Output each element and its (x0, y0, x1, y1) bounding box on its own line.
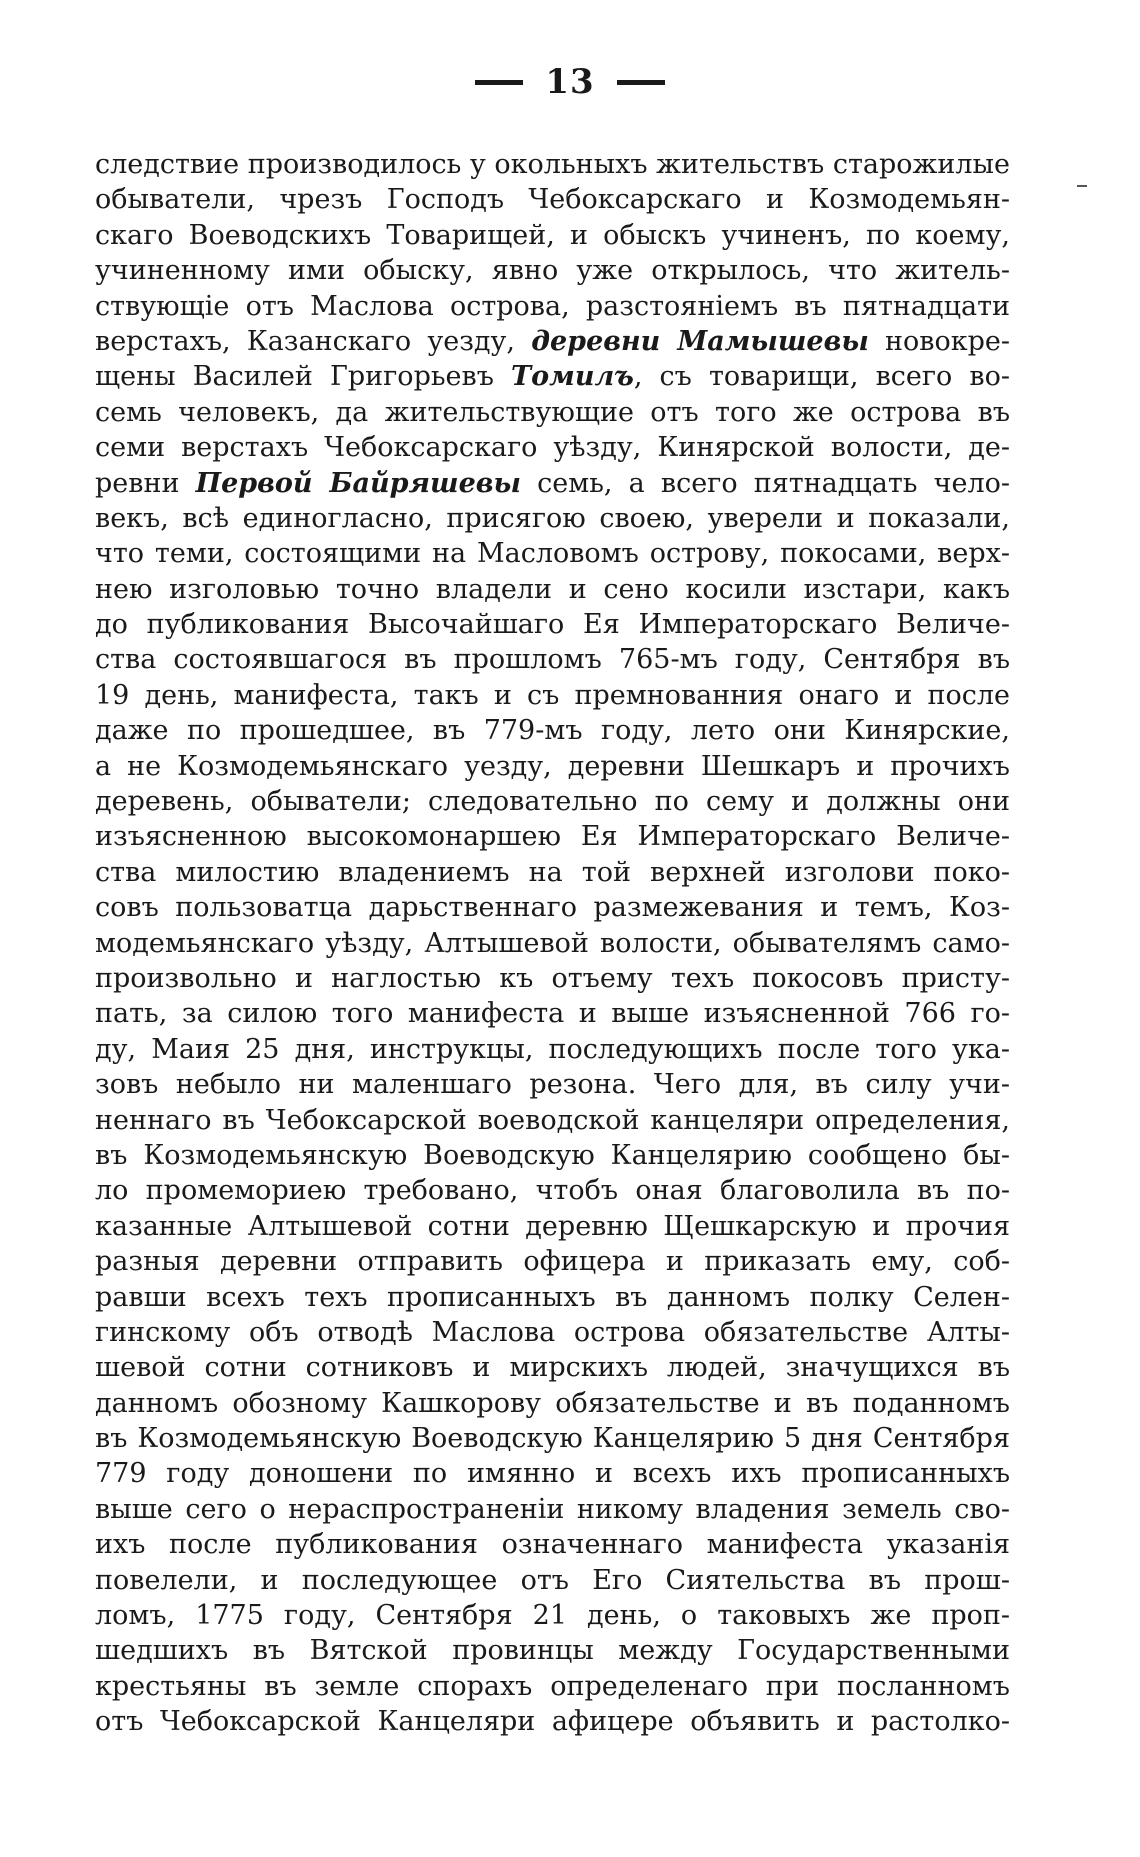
text-line (95, 1421, 1010, 1456)
text-run: семь человекъ, да жительствующие отъ того же острова въ (95, 396, 1010, 428)
text-run: ства состоявшагося въ прошломъ 765-мъ году, Сентября въ (95, 644, 1010, 676)
text-run: выше сего о нераспространеніи никому владения земель сво- (95, 1493, 1010, 1525)
text-line (95, 1456, 1010, 1491)
text-run: 19 день, манифеста, такъ и съ премнованния онаго и после (95, 679, 1010, 711)
text-line (95, 890, 1010, 925)
text-run: неннаго въ Чебоксарской воеводской канцеляри определения, (95, 1104, 1010, 1136)
text-run: скаго Воеводскихъ Товарищей, и обыскъ учиненъ, по коему, (95, 219, 1010, 251)
text-line (95, 1067, 1010, 1102)
text-run: ло промемориею требовано, чтобъ оная благоволила въ по- (95, 1175, 1010, 1207)
text-run: 779 году доношени по имянно и всехъ ихъ прописанныхъ (95, 1458, 1010, 1490)
text-line (95, 324, 1010, 359)
text-line (95, 1244, 1010, 1279)
text-run: въ Козмодемьянскую Воеводскую Канцелярию 5 дня Сентября (95, 1423, 1010, 1455)
text-run: въ Козмодемьянскую Воеводскую Канцелярию сообщено бы- (95, 1139, 1010, 1171)
text-line (95, 1280, 1010, 1315)
text-line (95, 1315, 1010, 1350)
text-run: ломъ, 1775 году, Сентября 21 день, о таковыхъ же проп- (95, 1600, 1010, 1632)
margin-mark (1077, 185, 1087, 187)
text-run: повелели, и последующее отъ Его Сиятельства въ прош- (95, 1564, 1010, 1596)
text-line (95, 749, 1010, 784)
text-run: обыватели, чрезъ Господъ Чебоксарскаго и Козмодемьян- (95, 184, 1010, 216)
text-run: деревень, обыватели; следовательно по сему и должны они (95, 786, 1010, 818)
page-header (0, 58, 1140, 104)
text-line (95, 359, 1010, 394)
text-line (95, 713, 1010, 748)
text-run: новокре- (868, 325, 1010, 357)
text-run: ства милостию владениемъ на той верхней изголови поко- (95, 856, 1010, 888)
text-line (95, 1633, 1010, 1668)
text-run: щены Василей Григорьевъ (95, 361, 512, 393)
text-line (95, 855, 1010, 890)
text-line (95, 819, 1010, 854)
text-run: нею изголовью точно владели и сено косили изстари, какъ (95, 573, 1010, 605)
text-run: казанные Алтышевой сотни деревню Щешкарскую и прочия (95, 1210, 1010, 1242)
text-line (95, 1704, 1010, 1739)
page-number: 13 (545, 62, 595, 102)
text-run: изъясненною высокомонаршею Ея Императорскаго Величе- (95, 821, 1010, 853)
text-line (95, 466, 1010, 501)
text-run: крестьяны въ земле спорахъ определенаго при посланномъ (95, 1670, 1010, 1702)
text-run: разныя деревни отправить офицера и приказать ему, соб- (95, 1246, 1010, 1278)
text-line (95, 147, 1010, 182)
text-line (95, 1386, 1010, 1421)
italic-phrase: деревни Мамышевы (531, 325, 869, 357)
text-line (95, 501, 1010, 536)
italic-phrase: Первой Байряшевы (195, 467, 521, 499)
text-run: совъ пользоватца дарьственнаго размежевания и темъ, Коз- (95, 892, 1010, 924)
text-line (95, 642, 1010, 677)
text-line (95, 678, 1010, 713)
text-line (95, 182, 1010, 217)
text-line (95, 572, 1010, 607)
text-line (95, 926, 1010, 961)
text-run: шедшихъ въ Вятской провинцы между Государственными (95, 1635, 1010, 1667)
text-run: зовъ небыло ни маленшаго резона. Чего для, въ силу учи- (95, 1069, 1010, 1101)
text-run: а не Козмодемьянскаго уезду, деревни Шешкаръ и прочихъ (95, 750, 1010, 782)
text-line (95, 607, 1010, 642)
header-dash-right (617, 80, 665, 85)
text-run: отъ Чебоксарской Канцеляри афицере объявить и растолко- (95, 1706, 1010, 1738)
text-line (95, 395, 1010, 430)
text-run: семи верстахъ Чебоксарскаго уѣзду, Кинярской волости, де- (95, 432, 1010, 464)
text-run: ствующіе отъ Маслова острова, разстояніемъ въ пятнадцати (95, 290, 1010, 322)
text-line (95, 996, 1010, 1031)
text-run: семь, а всего пятнадцать чело- (521, 467, 1010, 499)
text-line (95, 430, 1010, 465)
text-line (95, 218, 1010, 253)
italic-phrase: Томилъ (511, 361, 634, 393)
text-line (95, 1492, 1010, 1527)
text-line (95, 1173, 1010, 1208)
text-run: следствие производилось у окольныхъ жительствъ старожилые (95, 149, 1010, 180)
text-run: векъ, всѣ единогласно, присягою своею, уверели и показали, (95, 502, 1010, 534)
header-dash-left (475, 80, 523, 85)
text-run: даже по прошедшее, въ 779-мъ году, лето они Кинярские, (95, 715, 1010, 747)
text-line (95, 1138, 1010, 1173)
text-line (95, 961, 1010, 996)
text-run: ду, Маия 25 дня, инструкцы, последующихъ после того ука- (95, 1033, 1010, 1065)
text-line (95, 1103, 1010, 1138)
text-run: данномъ обозному Кашкорову обязательстве и въ поданномъ (95, 1387, 1010, 1419)
text-line (95, 1669, 1010, 1704)
text-run: гинскому объ отводѣ Маслова острова обязательстве Алты- (95, 1316, 1010, 1348)
text-line (95, 1598, 1010, 1633)
text-run: , съ товарищи, всего во- (633, 361, 1010, 393)
text-line (95, 1350, 1010, 1385)
text-run: пать, за силою того манифеста и выше изъясненной 766 го- (95, 998, 1010, 1030)
text-line (95, 289, 1010, 324)
text-run: шевой сотни сотниковъ и мирскихъ людей, значущихся въ (95, 1352, 1010, 1384)
text-run: до публикования Высочайшаго Ея Императорскаго Величе- (95, 609, 1010, 641)
text-line (95, 253, 1010, 288)
text-run: что теми, состоящими на Масловомъ острову, покосами, верх- (95, 538, 1010, 570)
text-line (95, 1563, 1010, 1598)
text-line (95, 1209, 1010, 1244)
text-line (95, 784, 1010, 819)
text-run: ихъ после публикования означеннаго манифеста указанія (95, 1529, 1010, 1561)
text-line (95, 536, 1010, 571)
text-run: ревни (95, 467, 196, 499)
body-text (95, 147, 1010, 1740)
text-run: модемьянскаго уѣзду, Алтышевой волости, обывателямъ само- (95, 927, 1010, 959)
text-run: произвольно и наглостью къ отъему техъ покосовъ присту- (95, 962, 1010, 994)
text-run: верстахъ, Казанскаго уезду, (95, 325, 532, 357)
text-line (95, 1032, 1010, 1067)
text-run: учиненному ими обыску, явно уже открылось, что житель- (95, 255, 1010, 287)
text-run: равши всехъ техъ прописанныхъ въ данномъ полку Селен- (95, 1281, 1010, 1313)
text-line (95, 1527, 1010, 1562)
